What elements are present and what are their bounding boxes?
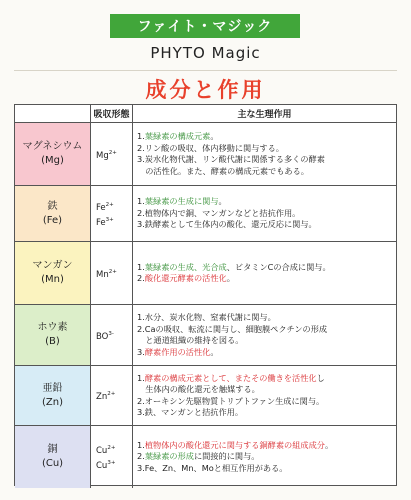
ion-charge: 2+ [108, 268, 117, 275]
ion-symbol: Cu [96, 446, 108, 456]
role-line: 1.酵素の構成元素として、またその働きを活性化し [137, 372, 325, 383]
table-row [15, 426, 396, 488]
header-roles: 主な生理作用 [237, 110, 292, 120]
ion-charge: 2+ [107, 391, 116, 398]
absorption-form-cell [91, 426, 133, 488]
role-line: 2.リン酸の吸収、体内移動に関与する。 [137, 142, 284, 153]
header-element [15, 105, 91, 122]
role-line: 3.鉄酵素として生体内の酸化、還元反応に関与。 [137, 219, 317, 230]
absorption-form-cell [91, 366, 133, 425]
highlighted-text: 葉緑素の構成元素 [144, 131, 211, 141]
physiological-roles-cell [133, 123, 396, 185]
ion-form [96, 147, 117, 162]
role-line: 1.葉緑素の構成元素。 [137, 131, 219, 141]
ion-form [96, 457, 115, 472]
role-line: 生体内の酸化還元を触媒する。 [137, 384, 260, 394]
highlighted-text: 酵素の構成元素として、またその働きを活性化 [144, 372, 317, 383]
ion-form [96, 266, 117, 281]
role-line: 3.Fe、Zn、Mn、Moと相互作用がある。 [137, 462, 288, 473]
ion-symbol: Mg [96, 150, 109, 161]
role-line: 2.植物体内で銅、マンガンなどと拮抗作用。 [137, 207, 301, 218]
role-line: 3.鉄、マンガンと拮抗作用。 [137, 407, 244, 417]
absorption-form-cell [91, 305, 133, 365]
header-form: 吸収形態 [91, 105, 133, 122]
element-symbol: (Mn) [41, 274, 64, 285]
highlighted-text: 葉緑素の生成、光合成 [144, 261, 227, 272]
ion-symbol: Zn [96, 391, 108, 402]
element-symbol: (Cu) [41, 458, 64, 469]
highlighted-text: 植物体内の酸化還元に関与する銅酵素の組成成分 [144, 439, 325, 450]
table-row [15, 123, 396, 186]
physiological-roles-cell [133, 242, 396, 304]
ion-charge: 2+ [105, 201, 114, 208]
role-line: 2.Caの吸収、転流に関与し、細胞膜ペクチンの形成 [137, 323, 328, 334]
role-line: 3.炭水化物代謝、リン酸代謝に関係する多くの酵素 [137, 154, 325, 164]
table-header [15, 105, 396, 123]
ion-charge: 3+ [105, 216, 114, 223]
element-name: マンガン [32, 260, 73, 271]
element-symbol: (B) [45, 336, 60, 347]
ion-symbol: Mn [96, 269, 109, 280]
element-name-cell [15, 186, 91, 241]
ion-charge: 2+ [108, 149, 117, 156]
absorption-form-cell [91, 123, 133, 185]
ion-charge: 2+ [107, 445, 116, 452]
role-line: 1.葉緑素の生成に関与。 [137, 196, 227, 207]
physiological-roles-cell [133, 186, 396, 241]
ion-charge: 3+ [107, 460, 116, 466]
ion-form [96, 199, 114, 214]
highlighted-text: 葉緑素の形成 [144, 451, 194, 462]
element-name: 亜鉛 [42, 382, 63, 394]
role-line: の活性化。また、酵素の構成元素でもある。 [137, 165, 309, 176]
table-row [15, 242, 396, 305]
physiological-roles-cell [133, 426, 396, 488]
role-line: 2.酸化還元酵素の活性化。 [137, 273, 235, 283]
role-line: 1.植物体内の酸化還元に関与する銅酵素の組成成分。 [137, 439, 334, 450]
ion-form [96, 388, 115, 403]
highlighted-text: 酵素作用の活性化 [144, 346, 211, 357]
ion-charge: 3- [108, 330, 114, 337]
absorption-form-cell [91, 186, 133, 241]
element-symbol: (Zn) [42, 396, 63, 408]
element-name: 鉄 [47, 200, 58, 212]
element-name-cell [15, 305, 91, 365]
role-line: 1.葉緑素の生成、光合成、ビタミンCの合成に関与。 [137, 261, 331, 272]
table-row [15, 366, 396, 426]
role-line: 2.葉緑素の形成に間接的に関与。 [137, 451, 260, 462]
components-table [14, 104, 397, 486]
element-name: マグネシウム [22, 141, 83, 152]
ion-symbol: Cu [96, 460, 108, 471]
physiological-roles-cell [133, 305, 396, 365]
page-title: 成分と作用 [145, 78, 266, 102]
element-name: ホウ素 [37, 322, 68, 333]
brand-name-jp: ファイト・マジック [110, 14, 300, 38]
element-name-cell [15, 242, 91, 304]
table-row [15, 186, 396, 242]
ion-form [96, 442, 115, 457]
physiological-roles-cell [133, 366, 396, 425]
element-symbol: (Fe) [42, 214, 63, 226]
role-line: と通道組織の維持を図る。 [137, 335, 244, 345]
element-name-cell [15, 366, 91, 425]
ion-symbol: Fe [96, 217, 106, 228]
ion-form [96, 214, 114, 229]
brand-name-en: PHYTO Magic [150, 44, 261, 62]
element-name: 銅 [47, 444, 58, 455]
title-divider [14, 70, 397, 71]
table-row [15, 305, 396, 366]
role-line: 3.酵素作用の活性化。 [137, 346, 219, 357]
element-name-cell [15, 426, 91, 488]
ion-symbol: BO [96, 331, 109, 342]
highlighted-text: 葉緑素の生成に関与 [144, 196, 219, 207]
ion-form [96, 328, 114, 343]
element-name-cell [15, 123, 91, 185]
highlighted-text: 酸化還元酵素の活性化 [144, 273, 227, 283]
absorption-form-cell [91, 242, 133, 304]
element-symbol: (Mg) [41, 155, 64, 166]
role-line: 1.水分、炭水化物、窒素代謝に関与。 [137, 312, 276, 322]
ion-symbol: Fe [96, 202, 106, 213]
role-line: 2.オーキシン先駆物質トリプトファン生成に関与。 [137, 395, 325, 406]
